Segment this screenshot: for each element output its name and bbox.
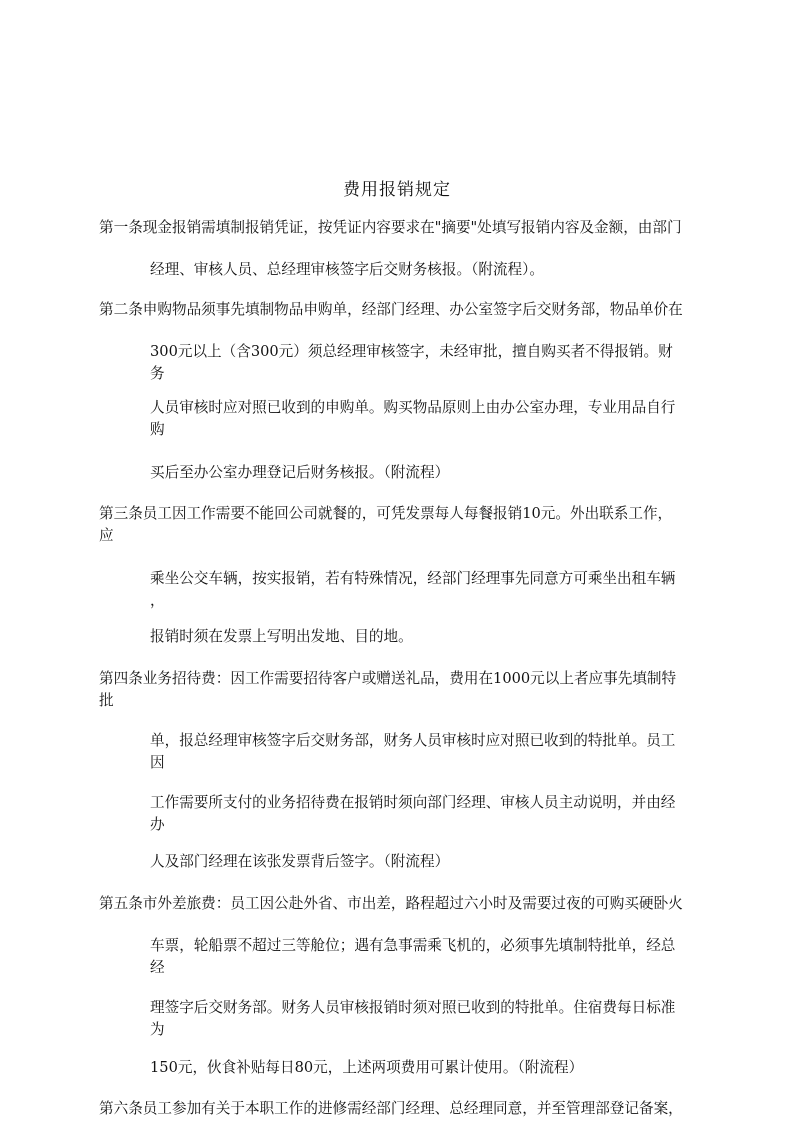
article-1-line-2: 经理、审核人员、总经理审核签字后交财务核报。（附流程）。 <box>150 261 545 278</box>
article-4-line-2: 单，报总经理审核签字后交财务部，财务人员审核时应对照已收到的特批单。员工 <box>150 732 676 749</box>
article-3-line-1-wrap: 应 <box>99 527 114 544</box>
article-4-line-3: 工作需要所支付的业务招待费在报销时须向部门经理、审核人员主动说明，并由经 <box>150 794 676 811</box>
document-title: 费用报销规定 <box>343 180 451 200</box>
article-5-line-2-wrap: 经 <box>150 959 165 976</box>
article-4-line-1-wrap: 批 <box>99 692 114 709</box>
article-4-line-1: 第四条业务招待费：因工作需要招待客户或赠送礼品，费用在1000元以上者应事先填制特 <box>99 670 677 687</box>
article-3-line-2-wrap: ， <box>150 592 165 609</box>
article-2-line-2-wrap: 务 <box>150 365 165 382</box>
article-3-line-1: 第三条员工因工作需要不能回公司就餐的，可凭发票每人每餐报销10元。外出联系工作， <box>99 505 673 522</box>
article-3-line-2: 乘坐公交车辆，按实报销，若有特殊情况，经部门经理事先同意方可乘坐出租车辆 <box>150 570 676 587</box>
article-2-line-4: 买后至办公室办理登记后财务核报。（附流程） <box>150 464 450 481</box>
article-5-line-1: 第五条市外差旅费：员工因公赴外省、市出差，路程超过六小时及需要过夜的可购买硬卧火 <box>99 895 683 912</box>
article-5-line-4: 150元，伙食补贴每日80元，上述两项费用可累计使用。（附流程） <box>150 1059 584 1076</box>
article-4-line-2-wrap: 因 <box>150 754 165 771</box>
article-3-line-3: 报销时须在发票上写明出发地、目的地。 <box>150 628 413 645</box>
article-1-line-1: 第一条现金报销需填制报销凭证，按凭证内容要求在"摘要"处填写报销内容及金额，由部门 <box>99 219 682 236</box>
article-2-line-1: 第二条申购物品须事先填制物品申购单，经部门经理、办公室签字后交财务部，物品单价在 <box>99 301 683 318</box>
article-6-line-1: 第六条员工参加有关于本职工作的进修需经部门经理、总经理同意，并至管理部登记备案， <box>99 1100 683 1117</box>
article-2-line-2: 300元以上（含300元）须总经理审核签字，未经审批，擅自购买者不得报销。财 <box>150 343 673 360</box>
article-5-line-2: 车票，轮船票不超过三等舱位；遇有急事需乘飞机的，必须事先填制特批单，经总 <box>150 937 676 954</box>
article-5-line-3-wrap: 为 <box>150 1021 165 1038</box>
article-5-line-3: 理签字后交财务部。财务人员审核报销时须对照已收到的特批单。住宿费每日标准 <box>150 999 676 1016</box>
article-2-line-3-wrap: 购 <box>150 421 165 438</box>
article-4-line-3-wrap: 办 <box>150 816 165 833</box>
article-2-line-3: 人员审核时应对照已收到的申购单。购买物品原则上由办公室办理，专业用品自行 <box>150 399 676 416</box>
article-4-line-4: 人及部门经理在该张发票背后签字。（附流程） <box>150 853 450 870</box>
